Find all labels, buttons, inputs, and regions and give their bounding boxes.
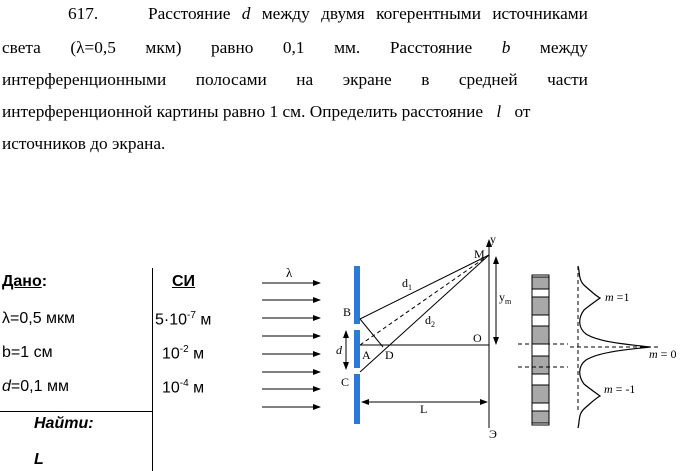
var-b: b xyxy=(501,38,511,57)
point-d-label: D xyxy=(385,348,394,362)
word: равно xyxy=(211,38,254,57)
si-row-lambda: $5\cdot 10^{-7}$ м xyxy=(155,310,212,329)
word: на xyxy=(296,70,314,89)
problem-number: 617. xyxy=(68,4,99,23)
d-label: d xyxy=(336,343,342,357)
l-label: L xyxy=(420,402,428,416)
point-o-label: O xyxy=(473,331,482,345)
given-header: Дано: xyxy=(2,273,48,290)
text: от xyxy=(514,102,531,121)
word: интерференционными xyxy=(2,70,167,89)
slit-barrier xyxy=(354,266,360,424)
word: (λ=0,5 xyxy=(70,38,116,57)
word: источниками xyxy=(492,4,588,23)
word: мкм) xyxy=(145,38,182,57)
given-row-d: d=0,1 мм xyxy=(2,378,69,395)
d2-label: $d_2$ xyxy=(425,313,435,329)
si-row-b: $10^{-2}$ м xyxy=(162,344,205,363)
m-plus-one-label: m =1 xyxy=(605,290,630,304)
screen-label: Э xyxy=(489,427,497,441)
point-b-label: B xyxy=(343,305,352,319)
word: между xyxy=(261,4,310,23)
text: источников до экрана. xyxy=(2,134,166,153)
word: Расстояние xyxy=(389,38,473,57)
word: когерентными xyxy=(376,4,481,23)
find-header: Найти: xyxy=(34,415,94,432)
word: двумя xyxy=(321,4,365,23)
word: мм. xyxy=(334,38,361,57)
word: 0,1 xyxy=(282,38,305,57)
word: полосами xyxy=(195,70,267,89)
d1-label: $d_1$ xyxy=(402,276,412,292)
word: света xyxy=(2,38,41,57)
given-row-b: b=1 см xyxy=(2,344,53,361)
si-row-d: $10^{-4}$ м xyxy=(162,378,205,397)
point-a-label: A xyxy=(362,348,371,362)
point-c-label: C xyxy=(341,375,350,389)
word: в xyxy=(421,70,430,89)
text: интерференционной картины равно 1 см. Определить расстояние xyxy=(2,102,484,121)
m-zero-label: m = 0 xyxy=(649,347,677,361)
word: части xyxy=(547,70,588,89)
fringe-strip xyxy=(532,275,549,425)
var-l: l xyxy=(496,102,502,121)
ym-label: $y_m$ xyxy=(499,290,512,306)
word: экране xyxy=(342,70,392,89)
word: Расстояние xyxy=(148,4,231,23)
find-value: L xyxy=(34,451,44,468)
word: средней xyxy=(458,70,518,89)
word: между xyxy=(539,38,588,57)
var-d: d xyxy=(241,4,251,23)
m-minus-one-label: m = -1 xyxy=(604,382,636,396)
point-m-label: M xyxy=(474,247,485,261)
y-axis-label: y xyxy=(490,232,496,246)
si-header: СИ xyxy=(172,273,196,290)
incident-light-arrows xyxy=(262,283,320,407)
lambda-label: λ xyxy=(286,265,293,280)
given-row-lambda: λ=0,5 мкм xyxy=(2,310,76,327)
